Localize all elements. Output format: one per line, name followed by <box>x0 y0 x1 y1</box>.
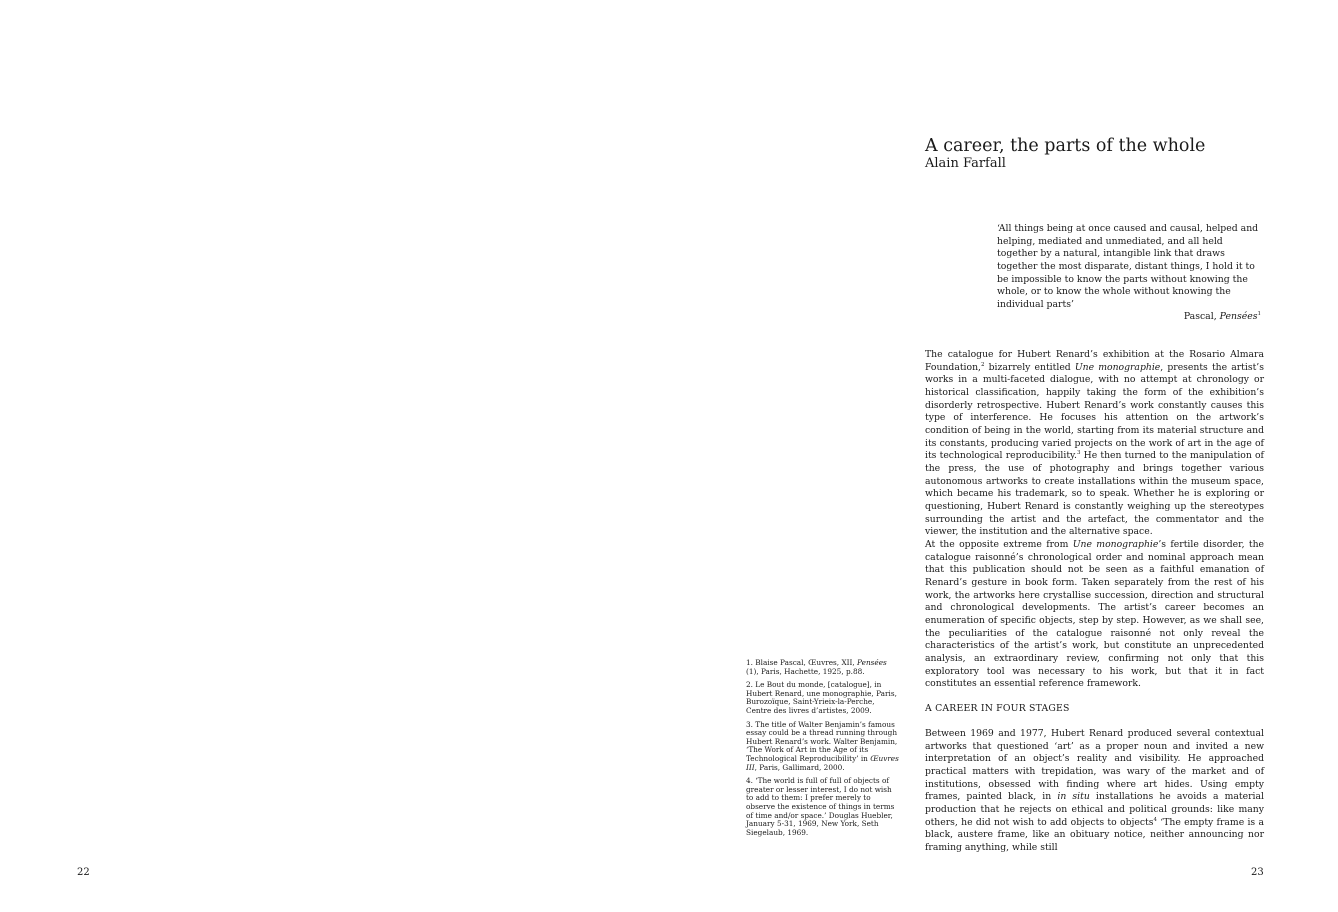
footnote-3: 3. The title of Walter Benjamin’s famous essay could be a thread running through Hubert Renard’s work. Walter Benjamin, ‘The Work of Art in the Age of its Technological Reproducibility’ in Œuvres III, Paris, Gallimard, 2000. <box>746 719 899 772</box>
article-title: A career, the parts of the whole <box>925 135 1206 156</box>
footnote-ref-2: 2 <box>980 361 985 368</box>
footnotes <box>746 659 899 842</box>
footnote-ref-3: 3 <box>1076 450 1081 457</box>
page-number-right: 23 <box>1251 867 1264 878</box>
footnote-4: 4. ‘The world is full of full of objects of greater or lesser interest, I do not wish to add to them: I prefer merely to observe the existence of things in terms of time and/or space.’ Douglas Huebler, January 5-31, 1969, New York, Seth Siegelaub, 1969. <box>746 776 895 837</box>
paragraph-1: The catalogue for Hubert Renard’s exhibition at the Rosario Almara Foundation,$^2$ bizarrely entitled Une monographie, presents the artist’s works in a multi-faceted dialogue, with no attempt at chronology or historical classification, happily taking the form of the exhibition’s disorderly retrospective. Hubert Renard’s work constantly causes this type of interference. He focuses his attention on the artwork’s condition of being in the world, starting from its material structure and its constants, producing varied projects on the work of art in the age of its technological reproducibility.$^3$ He then turned to the manipulation of the press, the use of photography and brings together various autonomous artworks to create installations within the museum space, which became his trademark, so to speak. Whether he is exploring or questioning, Hubert Renard is constantly weighing up the stereotypes surrounding the artist and the artefact, the commentator and the viewer, the institution and the alternative space. <box>925 349 1264 538</box>
paragraph-3: Between 1969 and 1977, Hubert Renard produced several contextual artworks that questioned ‘art’ as a proper noun and invited a new interpretation of an object’s reality and visibility. He approached practical matters with trepidation, was wary of the market and of institutions, obsessed with finding where art hides. Using empty frames, painted black, in in situ installations he avoids a material production that he rejects on ethical and political grounds: like many others, he did not wish to add objects to objects$^4$ ‘The empty frame is a black, austere frame, like an obituary notice, neither announcing nor framing anything, while still <box>925 728 1264 853</box>
epigraph-attribution: Pascal, Pensées$^1$ <box>1183 311 1261 322</box>
page-number-left: 22 <box>77 867 90 878</box>
footnote-ref-4: 4 <box>1153 816 1157 823</box>
epigraph-quote: ‘All things being at once caused and causal, helped and helping, mediated and unmediated, and all held together by a natural, intangible link that draws together the most disparate, distant things, I hold it to be impossible to know the parts without knowing the whole, or to know the whole without knowing the individual parts’ <box>997 223 1259 310</box>
footnote-ref-1: 1 <box>1257 311 1261 317</box>
article-author: Alain Farfall <box>925 156 1006 171</box>
footnote-2: 2. Le Bout du monde, [catalogue], in Hubert Renard, une monographie, Paris, Burozoïque, Saint-Yrieix-la-Perche, Centre des livres d’artistes, 2009. <box>746 680 897 715</box>
footnote-1: 1. Blaise Pascal, Œuvres, XII, Pensées (1), Paris, Hachette, 1925, p.88. <box>746 658 887 676</box>
section-heading: A CAREER IN FOUR STAGES <box>925 703 1070 714</box>
paragraph-2: At the opposite extreme from Une monographie’s fertile disorder, the catalogue raisonné’s chronological order and nominal approach mean that this publication should not be seen as a faithful emanation of Renard’s gesture in book form. Taken separately from the rest of his work, the artworks here crystallise succession, direction and structural and chronological developments. The artist’s career becomes an enumeration of specific objects, step by step. However, as we shall see, the peculiarities of the catalogue raisonné not only reveal the characteristics of the artist’s work, but constitute an unprecedented analysis, an extraordinary review, confirming not only that this exploratory tool was necessary to his work, but that it in fact constitutes an essential reference framework. <box>925 539 1265 690</box>
